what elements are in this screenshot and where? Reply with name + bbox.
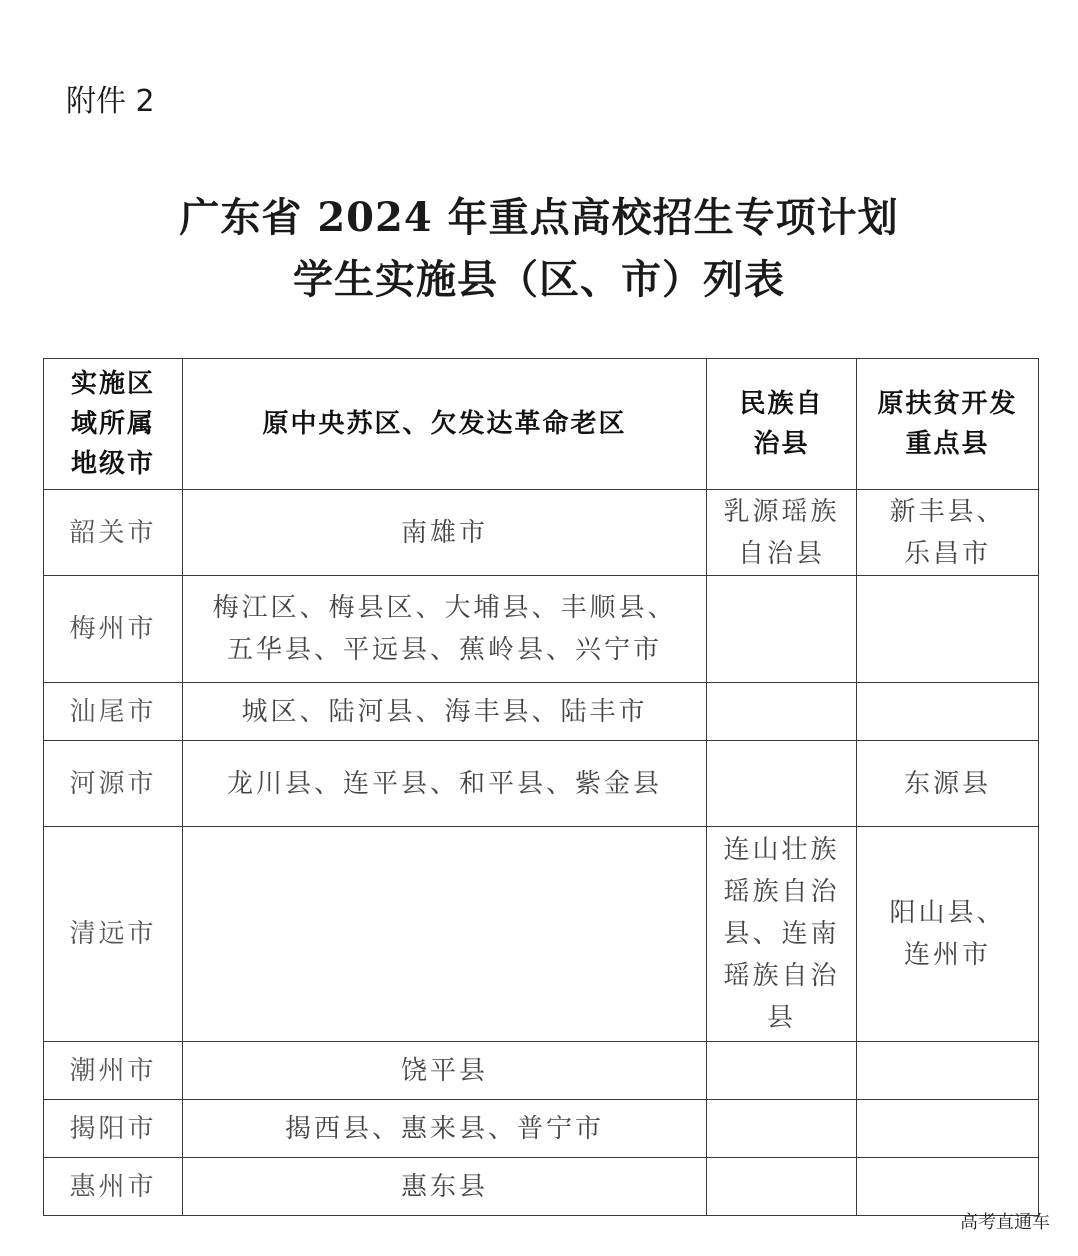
revolution-cell: 城区、陆河县、海丰县、陆丰市 xyxy=(183,683,707,741)
table-row xyxy=(44,1100,1039,1158)
table-header-row xyxy=(44,359,1039,490)
revolution-cell: 南雄市 xyxy=(183,490,707,576)
ethnic-cell: 连山壮族瑶族自治县、连南瑶族自治县 xyxy=(707,827,857,1042)
ethnic-cell: 乳源瑶族自治县 xyxy=(707,490,857,576)
ethnic-cell xyxy=(707,1042,857,1100)
revolution-cell: 梅江区、梅县区、大埔县、丰顺县、五华县、平远县、蕉岭县、兴宁市 xyxy=(183,576,707,683)
attachment-label: 附件 2 xyxy=(66,84,155,119)
table-row xyxy=(44,683,1039,741)
ethnic-cell xyxy=(707,1158,857,1216)
city-cell: 汕尾市 xyxy=(44,683,183,741)
watermark-text: 高考直通车 xyxy=(960,1212,1050,1233)
table-row xyxy=(44,490,1039,576)
table-row xyxy=(44,741,1039,827)
county-list-table xyxy=(43,358,1039,1216)
poverty-cell xyxy=(857,1042,1039,1100)
page-title-line1: 广东省 2024 年重点高校招生专项计划 xyxy=(179,194,899,241)
ethnic-cell xyxy=(707,741,857,827)
revolution-cell xyxy=(183,827,707,1042)
header-poverty-county: 原扶贫开发重点县 xyxy=(857,359,1039,490)
poverty-cell: 新丰县、乐昌市 xyxy=(857,490,1039,576)
revolution-cell: 龙川县、连平县、和平县、紫金县 xyxy=(183,741,707,827)
table-row xyxy=(44,1158,1039,1216)
city-cell: 清远市 xyxy=(44,827,183,1042)
city-cell: 河源市 xyxy=(44,741,183,827)
ethnic-cell xyxy=(707,576,857,683)
city-cell: 梅州市 xyxy=(44,576,183,683)
header-city: 实施区域所属地级市 xyxy=(44,359,183,490)
page-title-line2: 学生实施县（区、市）列表 xyxy=(293,256,785,303)
city-cell: 揭阳市 xyxy=(44,1100,183,1158)
poverty-cell xyxy=(857,1158,1039,1216)
poverty-cell xyxy=(857,576,1039,683)
poverty-cell: 阳山县、连州市 xyxy=(857,827,1039,1042)
ethnic-cell xyxy=(707,1100,857,1158)
city-cell: 惠州市 xyxy=(44,1158,183,1216)
city-cell: 韶关市 xyxy=(44,490,183,576)
revolution-cell: 饶平县 xyxy=(183,1042,707,1100)
table-row xyxy=(44,1042,1039,1100)
poverty-cell xyxy=(857,683,1039,741)
ethnic-cell xyxy=(707,683,857,741)
revolution-cell: 揭西县、惠来县、普宁市 xyxy=(183,1100,707,1158)
revolution-cell: 惠东县 xyxy=(183,1158,707,1216)
table-row xyxy=(44,576,1039,683)
poverty-cell xyxy=(857,1100,1039,1158)
poverty-cell: 东源县 xyxy=(857,741,1039,827)
header-ethnic-autonomous: 民族自治县 xyxy=(707,359,857,490)
city-cell: 潮州市 xyxy=(44,1042,183,1100)
table-row xyxy=(44,827,1039,1042)
header-revolution-area: 原中央苏区、欠发达革命老区 xyxy=(183,359,707,490)
